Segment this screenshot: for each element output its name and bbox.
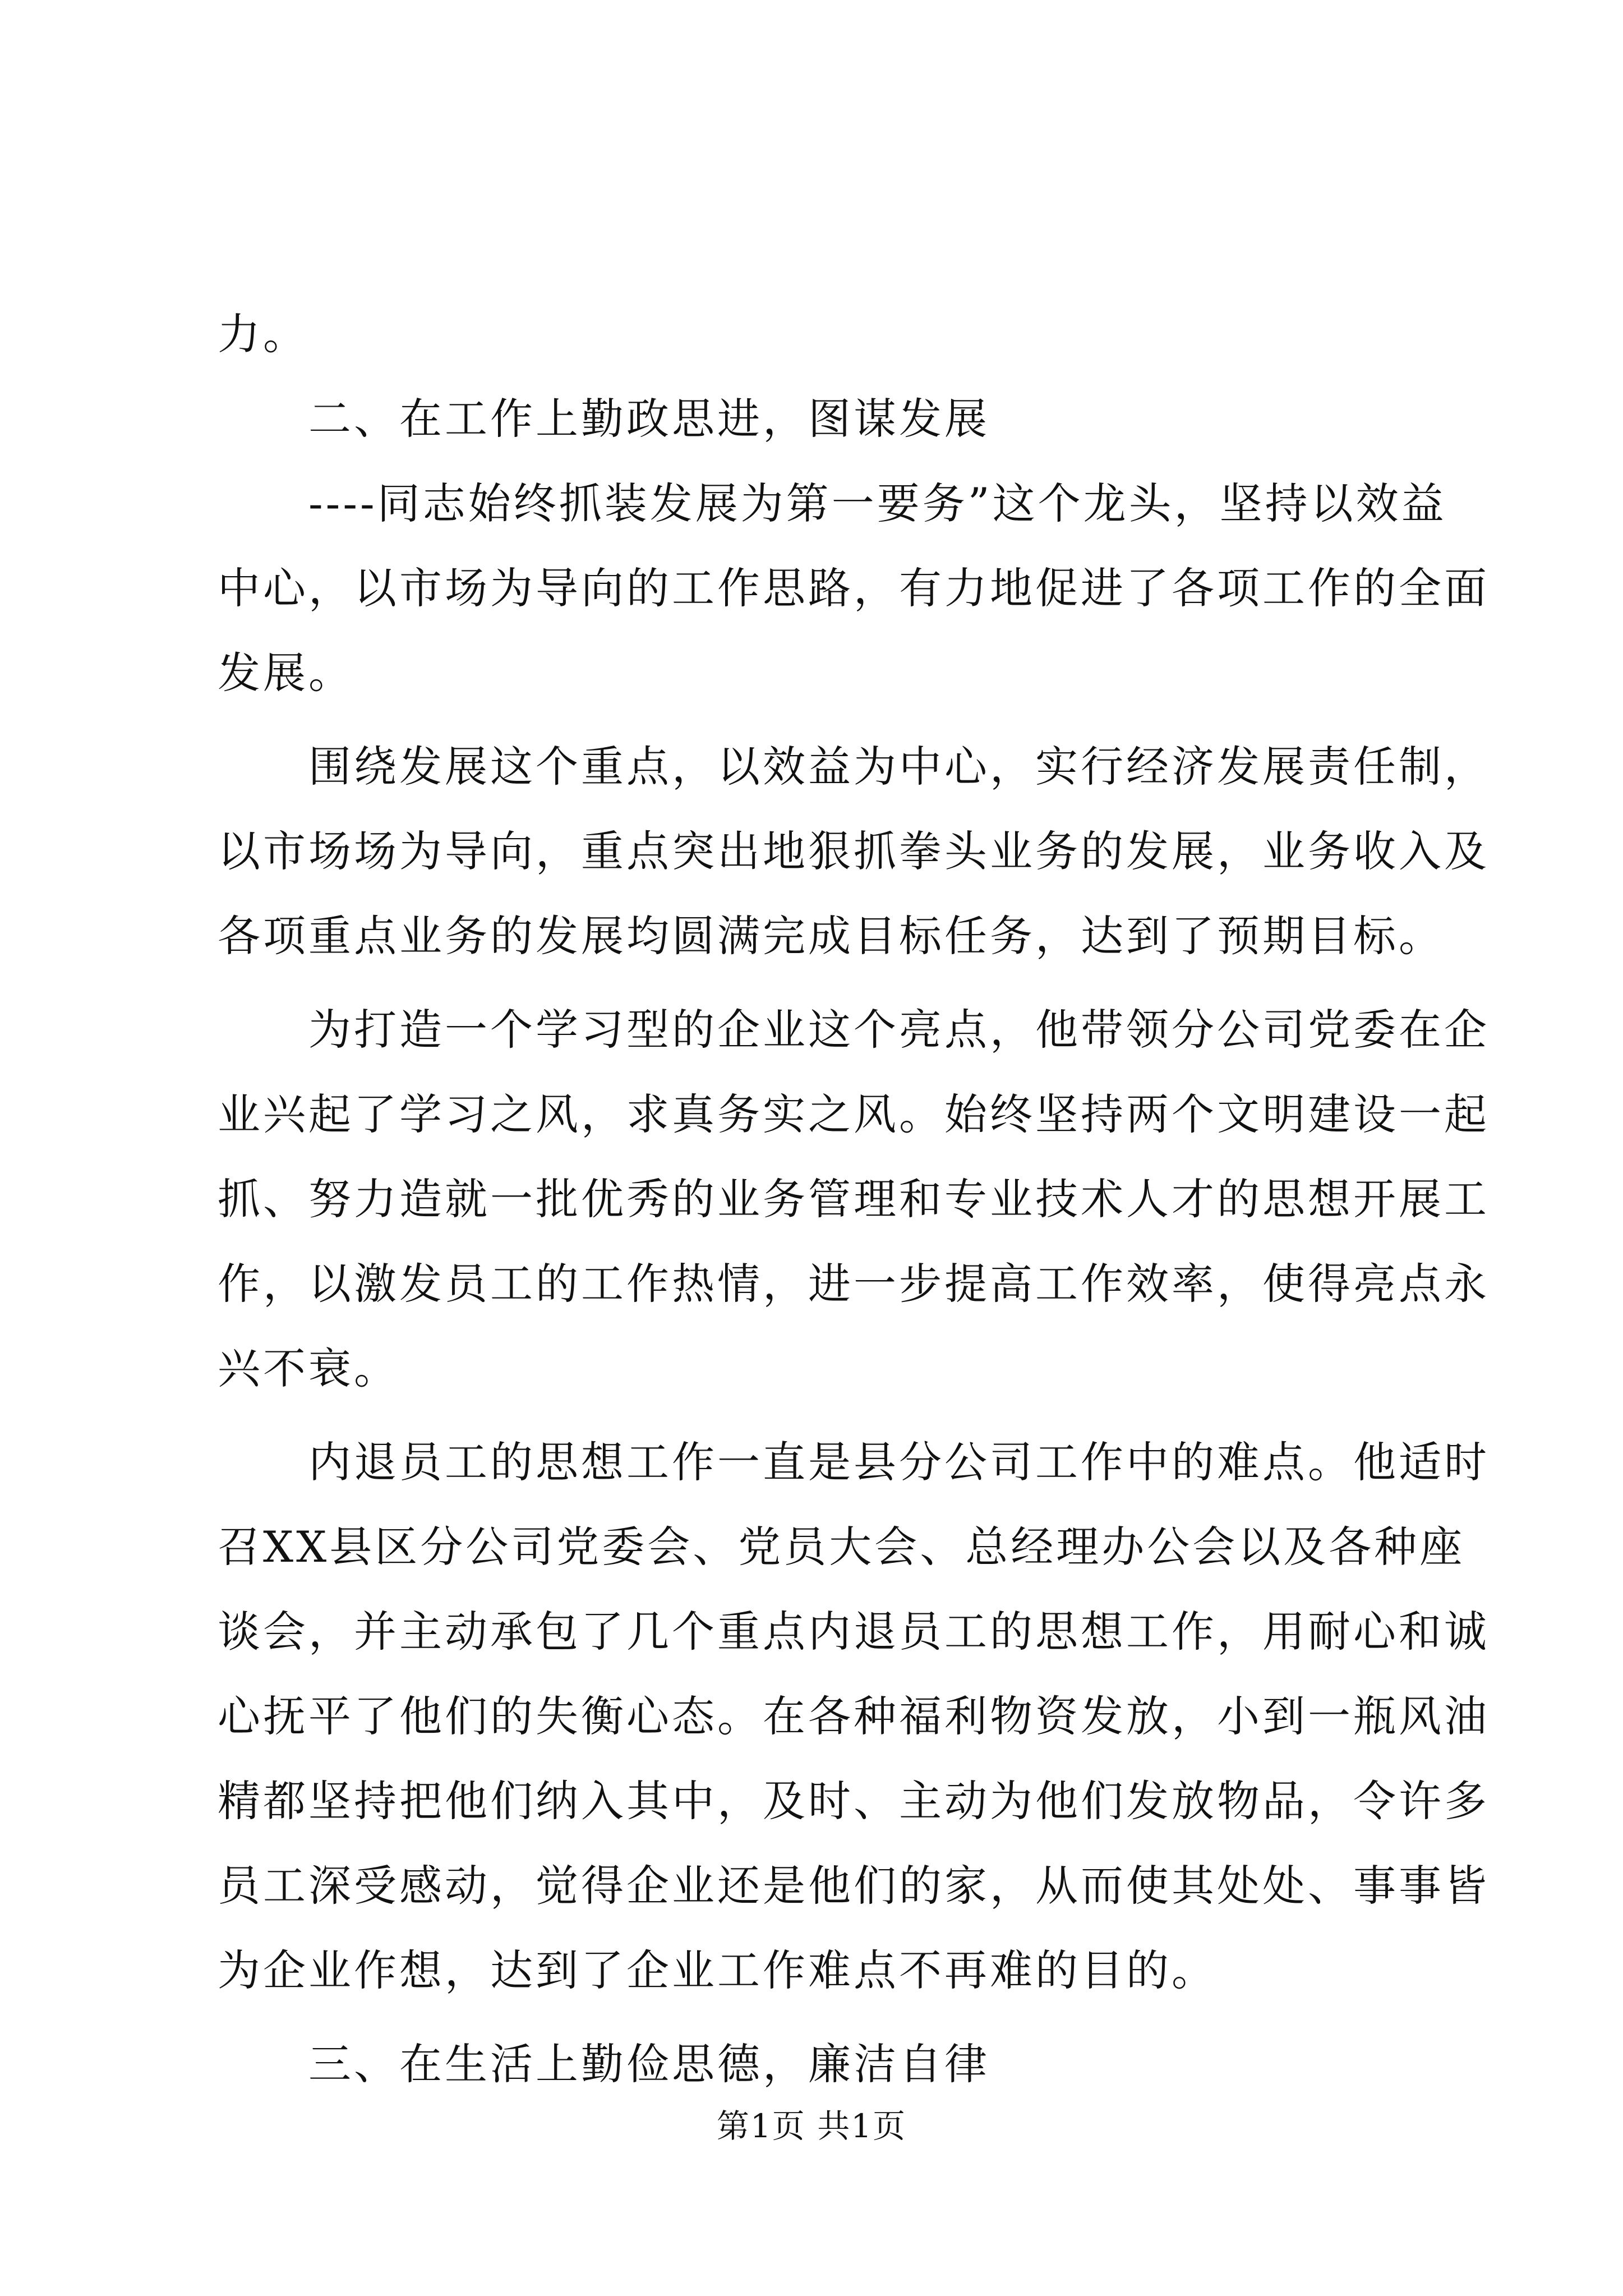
paragraph-line: 抓、努力造就一批优秀的业务管理和专业技术人才的思想开展工 [218,1174,1490,1224]
paragraph-line: 为企业作想，达到了企业工作难点不再难的目的。 [218,1945,1217,1995]
paragraph-line: 以市场场为导向，重点突出地狠抓拳头业务的发展，业务收入及 [218,826,1490,876]
paragraph-line: 精都坚持把他们纳入其中，及时、主动为他们发放物品，令许多 [218,1776,1490,1826]
page-footer: 第1页 共1页 [716,2107,907,2145]
paragraph-line: 力。 [218,309,308,359]
section-heading-3: 三、在生活上勤俭思德，廉洁自律 [308,2039,990,2089]
section-heading-2: 二、在工作上勤政思进，图谋发展 [308,394,990,444]
paragraph-line: ----同志始终抓装发展为第一要务”这个龙头，坚持以效益 [308,478,1447,528]
paragraph-line: 为打造一个学习型的企业这个亮点，他带领分公司党委在企 [308,1005,1490,1055]
paragraph-line: 兴不衰。 [218,1343,399,1393]
paragraph-line: 业兴起了学习之风，求真务实之风。始终坚持两个文明建设一起 [218,1089,1490,1139]
paragraph-line: 心抚平了他们的失衡心态。在各种福利物资发放，小到一瓶风油 [218,1691,1490,1741]
paragraph-line: 作，以激发员工的工作热情，进一步提高工作效率，使得亮点永 [218,1259,1490,1309]
paragraph-line: 召XX县区分公司党委会、党员大会、总经理办公会以及各种座 [218,1522,1465,1572]
document-body [218,292,1490,2106]
paragraph-line: 中心，以市场为导向的工作思路，有力地促进了各项工作的全面 [218,563,1490,613]
paragraph-line: 内退员工的思想工作一直是县分公司工作中的难点。他适时 [308,1437,1490,1487]
paragraph-line: 谈会，并主动承包了几个重点内退员工的思想工作，用耐心和诚 [218,1607,1490,1657]
paragraph-line: 围绕发展这个重点，以效益为中心，实行经济发展责任制， [308,742,1490,792]
paragraph-line: 发展。 [218,648,354,698]
paragraph-line: 各项重点业务的发展均圆满完成目标任务，达到了预期目标。 [218,911,1444,961]
paragraph-line: 员工深受感动，觉得企业还是他们的家，从而使其处处、事事皆 [218,1861,1490,1911]
